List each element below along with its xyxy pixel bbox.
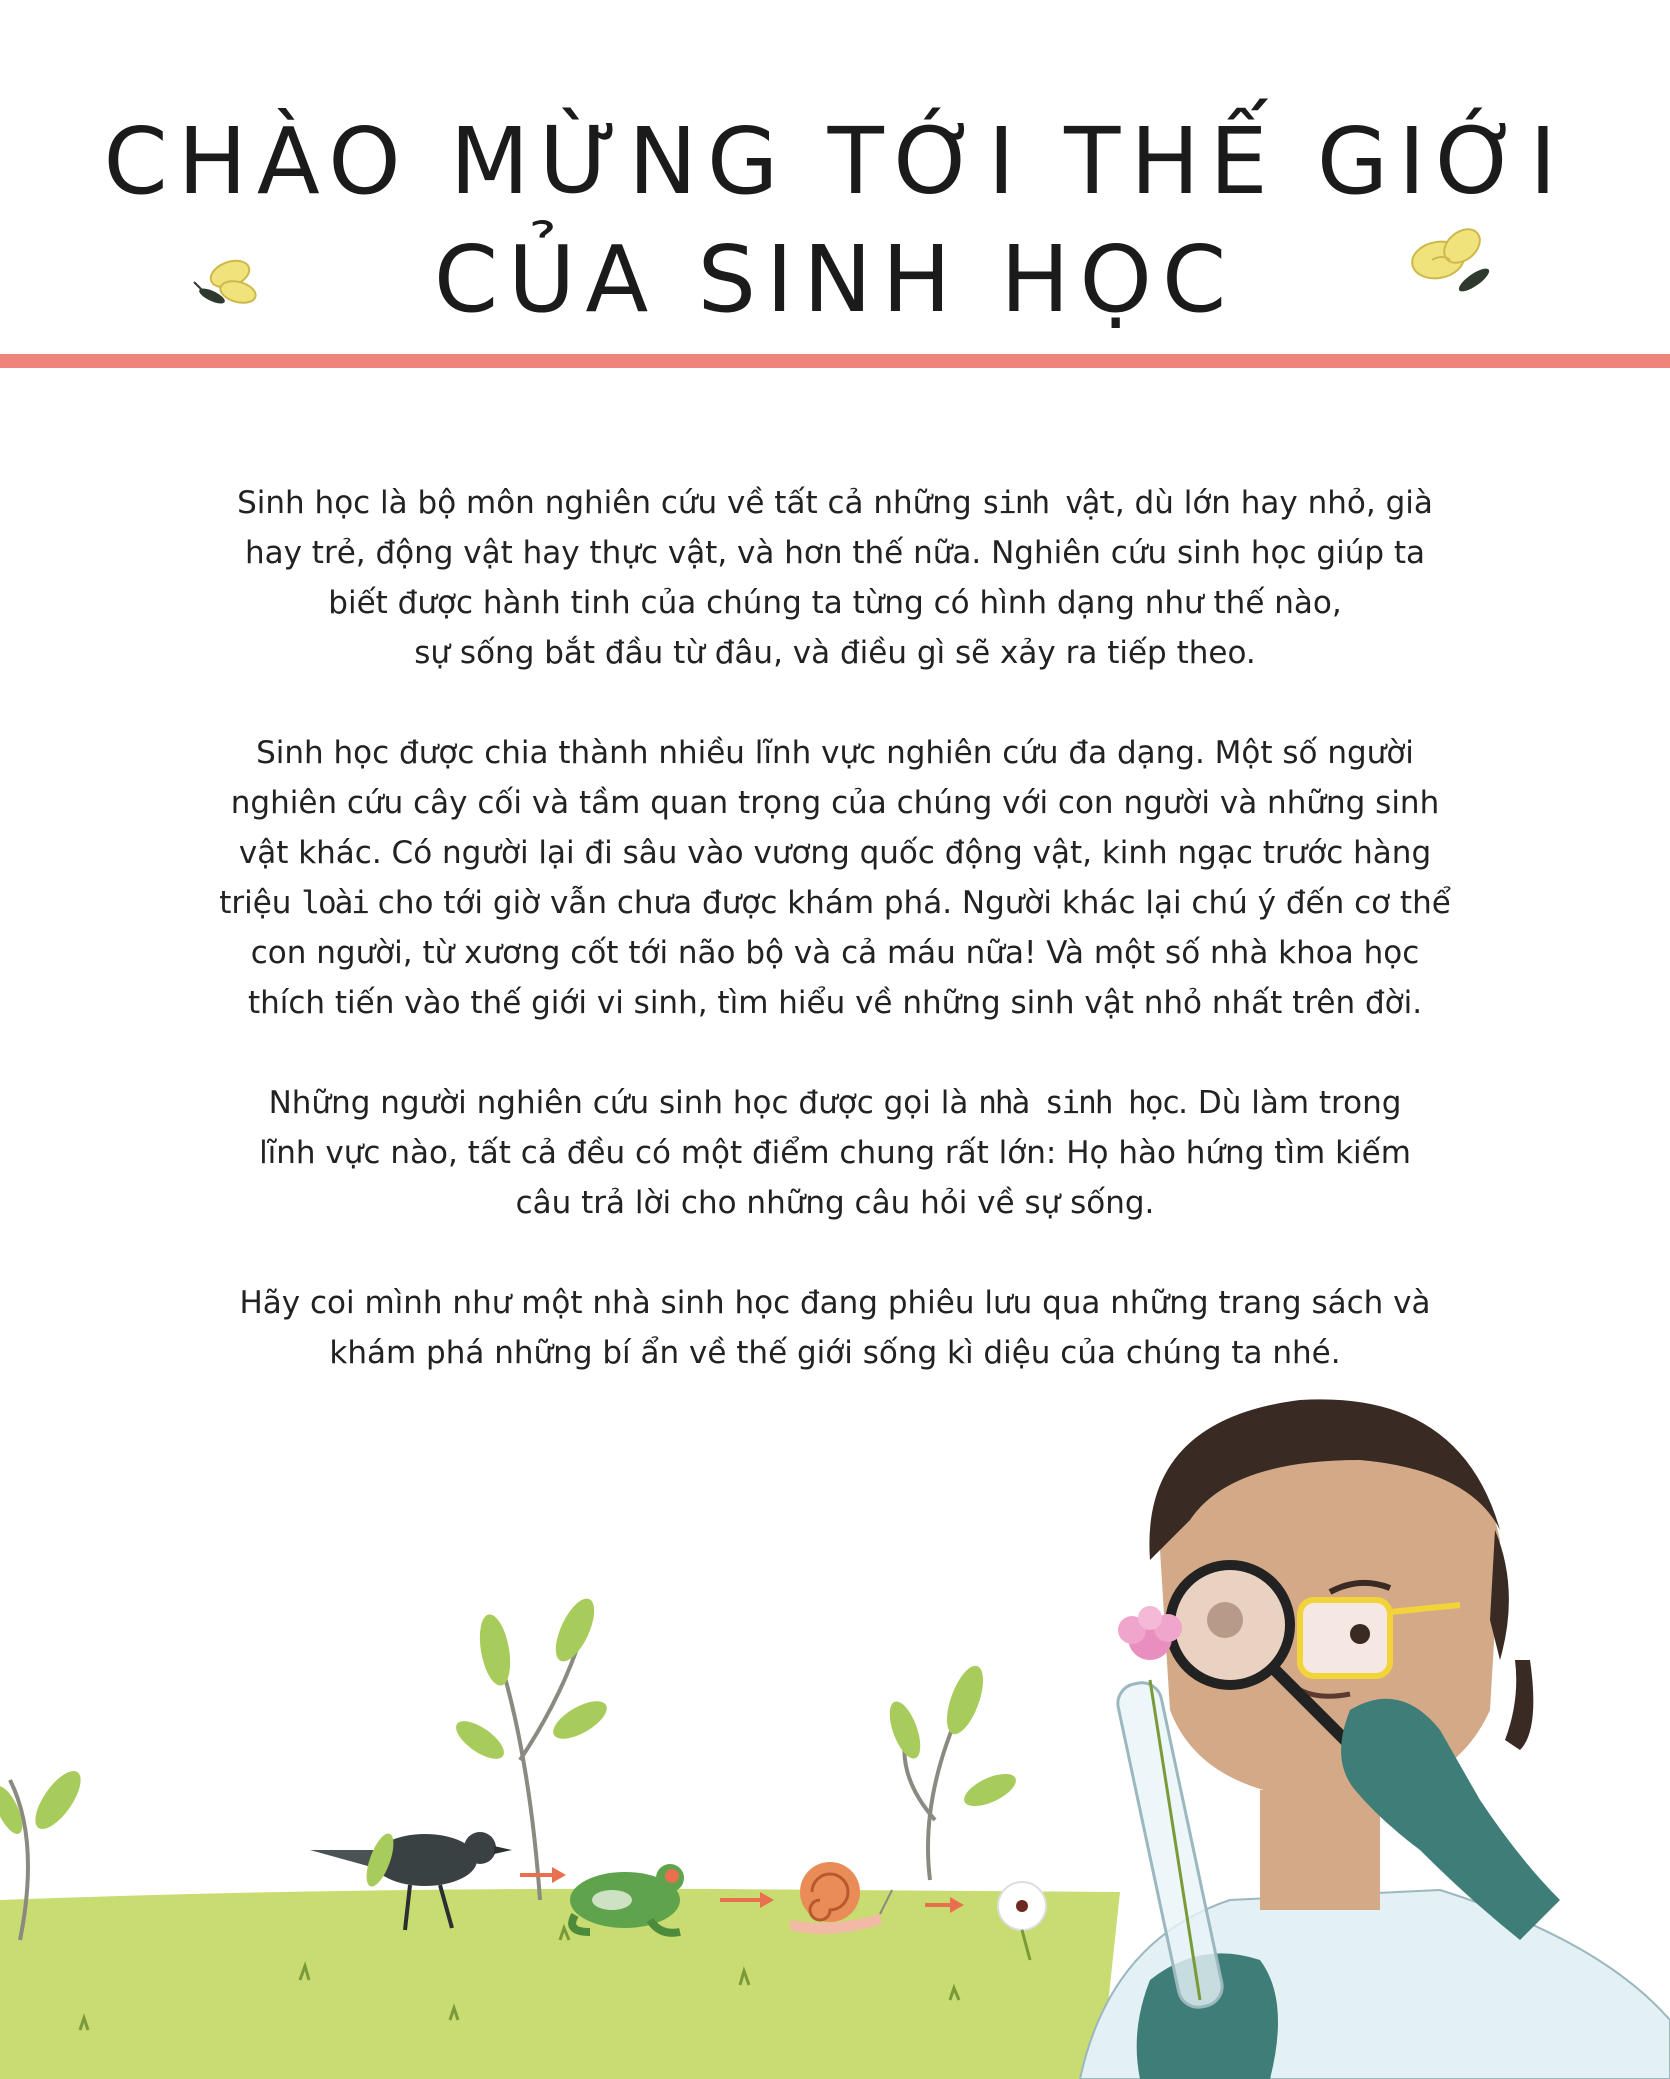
key-term-loai: loài <box>301 885 368 921</box>
grass-ground <box>0 1889 1120 2079</box>
text-line: biết được hành tinh của chúng ta từng có hình dạng như thế nào, <box>328 585 1342 621</box>
header-divider <box>0 354 1670 368</box>
text-line: hay trẻ, động vật hay thực vật, và hơn thế nữa. Nghiên cứu sinh học giúp ta <box>244 535 1426 571</box>
text-line: Sinh học được chia thành nhiều lĩnh vực nghiên cứu đa dạng. Một số người <box>256 735 1414 771</box>
key-term-nha-sinh-hoc: nhà sinh học <box>978 1085 1179 1121</box>
text-line: nghiên cứu cây cối và tầm quan trọng của chúng với con người và những sinh <box>230 785 1440 821</box>
butterfly-icon <box>1402 220 1502 310</box>
page-title-line-2: CỦA SINH HỌC <box>433 226 1237 333</box>
page-title-line-1: CHÀO MỪNG TỚI THẾ GIỚI <box>103 108 1567 215</box>
key-term-sinh-vat: sinh vật <box>981 485 1115 521</box>
paragraph-1 <box>210 478 1460 678</box>
paragraph-2 <box>210 728 1460 1028</box>
paragraph-3 <box>210 1078 1460 1228</box>
text-line: câu trả lời cho những câu hỏi về sự sống. <box>515 1185 1155 1221</box>
text-line: triệu loài cho tới giờ vẫn chưa được khám phá. Người khác lại chú ý đến cơ thể <box>219 885 1451 921</box>
paragraph-4 <box>210 1278 1460 1378</box>
text-line: vật khác. Có người lại đi sâu vào vương quốc động vật, kinh ngạc trước hàng <box>238 835 1432 871</box>
text-line: Hãy coi mình như một nhà sinh học đang phiêu lưu qua những trang sách và <box>239 1285 1431 1321</box>
text-line: khám phá những bí ẩn về thế giới sống kì diệu của chúng ta nhé. <box>329 1335 1341 1371</box>
text-line: Sinh học là bộ môn nghiên cứu về tất cả những sinh vật, dù lớn hay nhỏ, già <box>237 485 1433 521</box>
text-line: sự sống bắt đầu từ đâu, và điều gì sẽ xảy ra tiếp theo. <box>414 635 1256 671</box>
intro-text <box>210 478 1460 1428</box>
biologist-illustration <box>0 1380 1670 2079</box>
text-line: lĩnh vực nào, tất cả đều có một điểm chung rất lớn: Họ hào hứng tìm kiếm <box>259 1135 1411 1171</box>
text-line: thích tiến vào thế giới vi sinh, tìm hiểu về những sinh vật nhỏ nhất trên đời. <box>247 985 1423 1021</box>
text-line: Những người nghiên cứu sinh học được gọi là nhà sinh học. Dù làm trong <box>268 1085 1402 1121</box>
page-header <box>0 0 1670 360</box>
text-line: con người, từ xương cốt tới não bộ và cả máu nữa! Và một số nhà khoa học <box>250 935 1420 971</box>
plant-stem-center <box>500 1640 580 1900</box>
